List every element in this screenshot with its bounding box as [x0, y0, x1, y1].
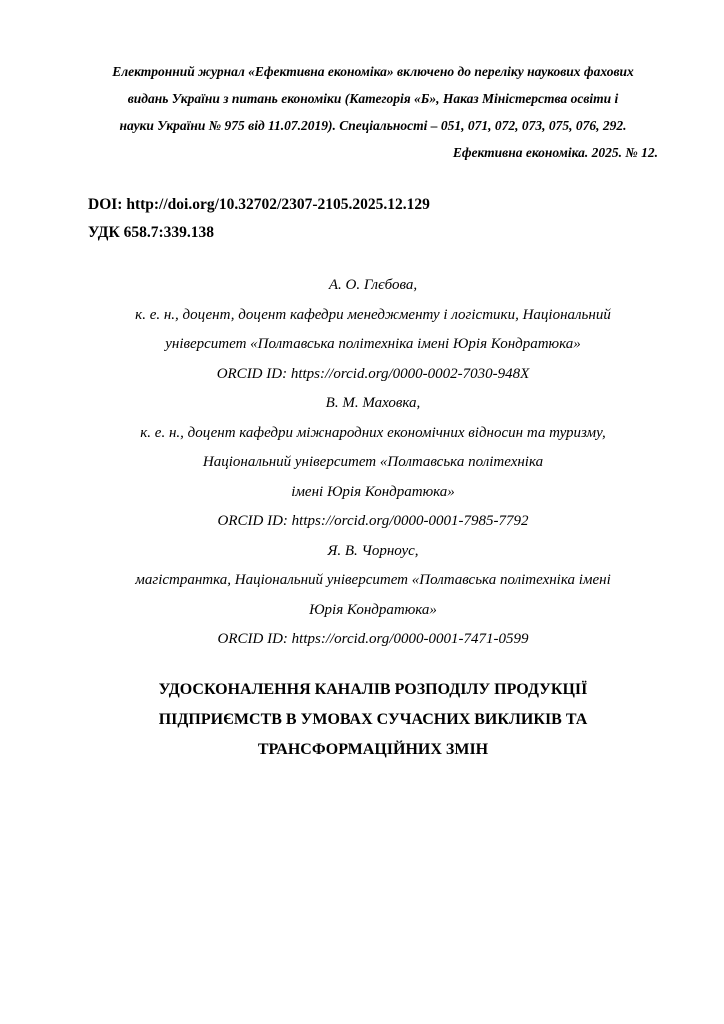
article-title-line-1: УДОСКОНАЛЕННЯ КАНАЛІВ РОЗПОДІЛУ ПРОДУКЦІЇ — [158, 680, 588, 698]
article-title-line-2: ПІДПРИЄМСТВ В УМОВАХ СУЧАСНИХ ВИКЛИКІВ ТА — [158, 710, 588, 728]
author-affiliation-line: Національний університет «Полтавська політехніка — [202, 454, 544, 470]
author-orcid: ORCID ID: https://orcid.org/0000-0002-7030-948X — [216, 365, 530, 382]
journal-issue-line: Ефективна економіка. 2025. № 12. — [452, 145, 658, 160]
author-affiliation-line: Юрія Кондратюка» — [309, 601, 437, 618]
author-entry — [88, 537, 658, 655]
author-name: Я. В. Чорноус, — [327, 542, 419, 559]
author-name: А. О. Глєбова, — [328, 277, 418, 293]
journal-accreditation-note — [88, 58, 658, 166]
authors-block — [88, 271, 658, 655]
author-affiliation-line: к. е. н., доцент кафедри міжнародних економічних відносин та туризму, — [140, 424, 606, 441]
author-name: В. М. Маховка, — [325, 395, 421, 411]
author-affiliation-line: імені Юрія Кондратюка» — [291, 483, 455, 500]
author-affiliation-line: університет «Полтавська політехніка імені Юрія Кондратюка» — [165, 336, 581, 352]
journal-note-line-1: Електронний журнал «Ефективна економіка» включено до переліку наукових фахових — [112, 64, 634, 79]
udc-line: УДК 658.7:339.138 — [88, 224, 214, 241]
author-affiliation-line: к. е. н., доцент, доцент кафедри менеджменту і логістики, Національний — [135, 306, 611, 323]
author-entry — [88, 389, 658, 537]
journal-note-line-3: науки України № 975 від 11.07.2019). Спеціальності – 051, 071, 072, 073, 075, 076, 292. — [119, 118, 627, 133]
article-title-line-3: ТРАНСФОРМАЦІЙНИХ ЗМІН — [257, 740, 489, 758]
author-affiliation-line: магістрантка, Національний університет «Полтавська політехніка імені — [135, 572, 611, 588]
author-orcid: ORCID ID: https://orcid.org/0000-0001-7985-7792 — [217, 513, 529, 529]
doi-line: DOI: http://doi.org/10.32702/2307-2105.2025.12.129 — [88, 196, 430, 213]
article-title — [88, 675, 658, 765]
author-entry — [88, 271, 658, 389]
author-orcid: ORCID ID: https://orcid.org/0000-0001-7471-0599 — [217, 631, 529, 647]
journal-note-line-2: видань України з питань економіки (Категорія «Б», Наказ Міністерства освіти і — [127, 91, 619, 106]
identifiers-block — [88, 191, 658, 247]
